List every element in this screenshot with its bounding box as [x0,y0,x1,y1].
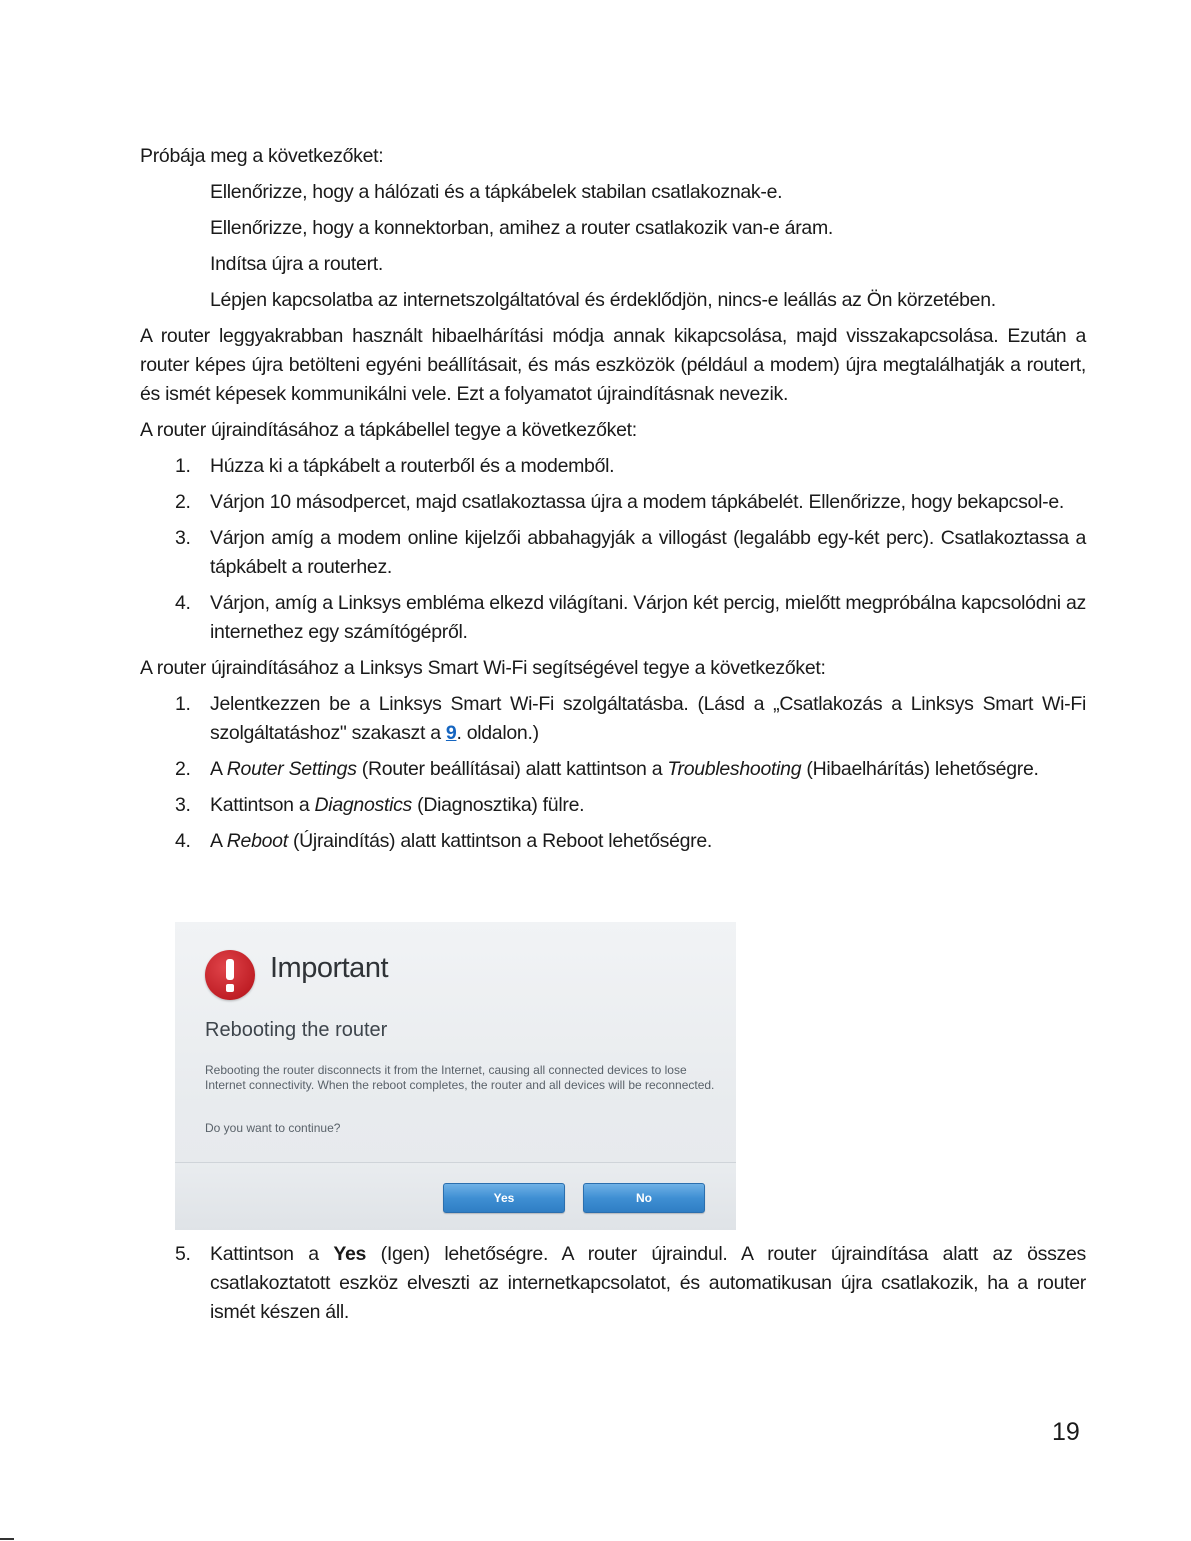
power-step [140,488,1086,517]
step-text: (Újraindítás) alatt kattintson a Reboot lehetőségre. [287,830,713,852]
dialog-title: Important [270,952,388,984]
step-text: A [210,830,227,852]
ui-term: Yes [333,1243,367,1265]
no-button[interactable]: No [583,1183,705,1213]
step-text: (Hibaelhárítás) lehetőségre. [801,758,1039,780]
dialog-subtitle: Rebooting the router [205,1019,388,1041]
reboot-dialog-screenshot [175,922,736,1230]
check-item: Indítsa újra a routert. [210,253,384,275]
step-number: 2. [175,491,191,513]
wifi-heading: A router újraindításához a Linksys Smart Wi-Fi segítségével tegye a következőket: [140,657,826,679]
step-text: Várjon amíg a modem online kijelzői abbahagyják a villogást (legalább egy-két perc). Csatlakoztassa a tápkábelt a routerhez. [210,527,1086,578]
step-text: . oldalon.) [456,722,539,744]
wifi-step [140,791,1086,820]
step-text: A [210,758,227,780]
dialog-footer [175,1162,736,1230]
wifi-step [140,690,1086,748]
ui-term: Router Settings [226,758,357,780]
after-dialog [140,1240,1086,1334]
power-heading: A router újraindításához a tápkábellel tegye a következőket: [140,419,637,441]
ui-term: Troubleshooting [667,758,802,780]
check-item: Ellenőrizze, hogy a hálózati és a tápkábelek stabilan csatlakoznak-e. [210,181,783,203]
corner-mark [0,1538,14,1540]
step-number: 1. [175,455,191,477]
power-step [140,589,1086,647]
wifi-step [140,827,1086,856]
step-text: (Router beállításai) alatt kattintson a [356,758,668,780]
step-number: 3. [175,527,191,549]
page-content [140,142,1086,863]
step-text: Kattintson a [210,794,315,816]
step-number: 4. [175,592,191,614]
step-number: 2. [175,758,191,780]
step-text: Kattintson a [210,1243,334,1265]
ui-term: Diagnostics [314,794,413,816]
step-number: 4. [175,830,191,852]
step-text: (Diagnosztika) fülre. [412,794,585,816]
page-number: 19 [1052,1418,1080,1446]
page-link[interactable]: 9 [445,722,457,744]
step-text: Várjon, amíg a Linksys embléma elkezd világítani. Várjon két percig, mielőtt megpróbálna kapcsolódni az internethez egy számítógépről. [210,592,1086,643]
wifi-step [140,755,1086,784]
ui-term: Reboot [226,830,288,852]
step-text: (Igen) lehetőségre. A router újraindul. A router újraindítása alatt az összes csatlakoztatott eszköz elveszti az internetkapcsolatot, és automatikusan újra csatlakozik, ha a router ismét készen áll. [210,1243,1086,1323]
alert-icon [205,950,255,1000]
step-text: Húzza ki a tápkábelt a routerből és a modemből. [210,455,615,477]
step-number: 5. [175,1243,191,1265]
wifi-step [140,1240,1086,1327]
step-text: Várjon 10 másodpercet, majd csatlakoztassa újra a modem tápkábelét. Ellenőrizze, hogy bekapcsol-e. [210,491,1064,513]
intro-text: Próbája meg a következőket: [140,145,384,167]
yes-button[interactable]: Yes [443,1183,565,1213]
step-text: Jelentkezzen be a Linksys Smart Wi-Fi szolgáltatásba. (Lásd a „Csatlakozás a Linksys Smart Wi-Fi szolgáltatáshoz" szakaszt a [210,693,1086,744]
dialog-question: Do you want to continue? [205,1121,341,1135]
check-item: Ellenőrizze, hogy a konnektorban, amihez a router csatlakozik van-e áram. [210,217,834,239]
power-step [140,524,1086,582]
dialog-body: Rebooting the router disconnects it from the Internet, causing all connected devices to lose Internet connectivity. When the reboot completes, the router and all devices will be reconnected. [205,1063,715,1092]
check-item: Lépjen kapcsolatba az internetszolgáltatóval és érdeklődjön, nincs-e leállás az Ön körzetében. [210,289,996,311]
power-step [140,452,1086,481]
step-number: 1. [175,693,191,715]
step-number: 3. [175,794,191,816]
reboot-paragraph: A router leggyakrabban használt hibaelhárítási módja annak kikapcsolása, majd visszakapcsolása. Ezután a router képes újra betölteni egyéni beállításait, és más eszközök (például a modem) újra megtalálhatják a routert, és ismét képesek kommunikálni vele. Ezt a folyamatot újraindításnak nevezik. [140,325,1086,405]
